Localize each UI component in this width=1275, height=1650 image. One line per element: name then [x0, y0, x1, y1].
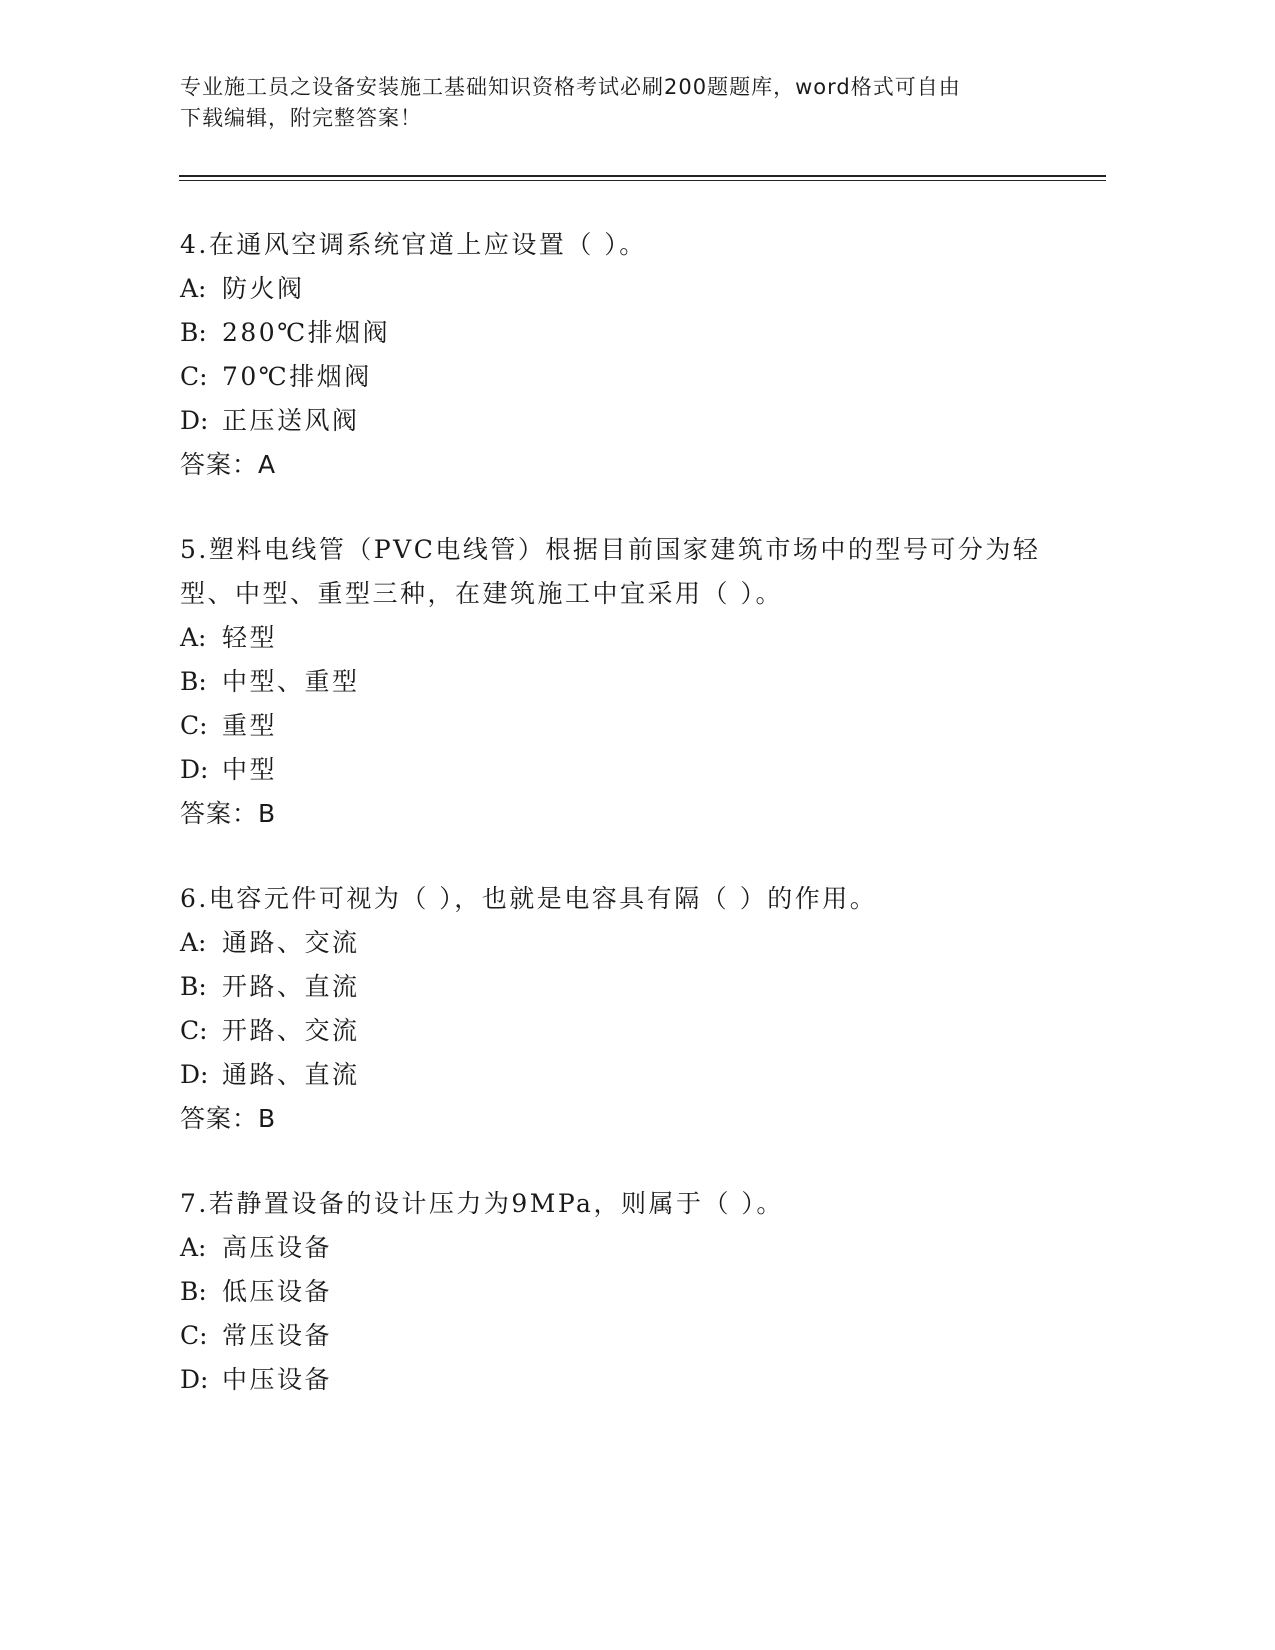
- question-7: [180, 1182, 1060, 1402]
- option-letter: C:: [180, 1321, 208, 1350]
- option-letter: A:: [180, 623, 207, 652]
- option-c: [180, 355, 1060, 399]
- option-a: [180, 267, 1060, 311]
- option-text: 开路、直流: [222, 972, 360, 1001]
- option-b: [180, 1270, 1060, 1314]
- option-text: 防火阀: [222, 274, 305, 303]
- answer-label: 答案：B: [180, 799, 277, 828]
- option-letter: D:: [180, 755, 209, 784]
- option-d: [180, 399, 1060, 443]
- header-line-2: 下载编辑，附完整答案！: [180, 106, 422, 130]
- option-a: [180, 1226, 1060, 1270]
- option-d: [180, 1053, 1060, 1097]
- option-text: 中型、重型: [222, 667, 360, 696]
- option-c: [180, 1009, 1060, 1053]
- question-text-line-1: 5.塑料电线管（PVC电线管）根据目前国家建筑市场中的型号可分为轻: [180, 535, 1041, 564]
- option-b: [180, 311, 1060, 355]
- option-text: 280℃排烟阀: [222, 318, 391, 347]
- option-text: 轻型: [222, 623, 278, 652]
- option-c: [180, 1314, 1060, 1358]
- option-letter: B:: [180, 318, 207, 347]
- question-text: 7.若静置设备的设计压力为9MPa，则属于（ ）。: [180, 1189, 784, 1218]
- option-text: 开路、交流: [222, 1016, 360, 1045]
- option-letter: A:: [180, 274, 207, 303]
- option-text: 70℃排烟阀: [222, 362, 372, 391]
- option-text: 高压设备: [222, 1233, 333, 1262]
- question-text: 4.在通风空调系统官道上应设置（ ）。: [180, 230, 647, 259]
- option-text: 正压送风阀: [222, 406, 360, 435]
- option-text: 低压设备: [222, 1277, 333, 1306]
- option-letter: C:: [180, 1016, 208, 1045]
- header-line-1: 专业施工员之设备安装施工基础知识资格考试必刷200题题库，word格式可自由: [180, 75, 961, 99]
- question-text-line-2: 型、中型、重型三种，在建筑施工中宜采用（ ）。: [180, 579, 783, 608]
- option-text: 中型: [222, 755, 278, 784]
- question-6: [180, 877, 1060, 1141]
- question-text: 6.电容元件可视为（ ），也就是电容具有隔（ ）的作用。: [180, 884, 878, 913]
- option-a: [180, 616, 1060, 660]
- option-d: [180, 1358, 1060, 1402]
- header-divider-thin: [179, 180, 1106, 181]
- option-text: 中压设备: [222, 1365, 333, 1394]
- option-c: [180, 704, 1060, 748]
- option-text: 通路、交流: [222, 928, 360, 957]
- option-text: 通路、直流: [222, 1060, 360, 1089]
- question-4: [180, 223, 1060, 487]
- answer-label: 答案：A: [180, 450, 277, 479]
- option-letter: D:: [180, 406, 209, 435]
- option-b: [180, 660, 1060, 704]
- document-header: [180, 72, 1060, 134]
- option-letter: D:: [180, 1365, 209, 1394]
- option-letter: B:: [180, 972, 207, 1001]
- option-letter: A:: [180, 928, 207, 957]
- option-letter: B:: [180, 1277, 207, 1306]
- option-letter: D:: [180, 1060, 209, 1089]
- option-letter: C:: [180, 711, 208, 740]
- option-d: [180, 748, 1060, 792]
- answer-label: 答案：B: [180, 1104, 277, 1133]
- option-text: 重型: [222, 711, 278, 740]
- question-5: [180, 528, 1060, 836]
- header-divider-thick: [179, 175, 1106, 177]
- option-b: [180, 965, 1060, 1009]
- option-letter: A:: [180, 1233, 207, 1262]
- option-text: 常压设备: [222, 1321, 333, 1350]
- option-letter: C:: [180, 362, 208, 391]
- option-letter: B:: [180, 667, 207, 696]
- option-a: [180, 921, 1060, 965]
